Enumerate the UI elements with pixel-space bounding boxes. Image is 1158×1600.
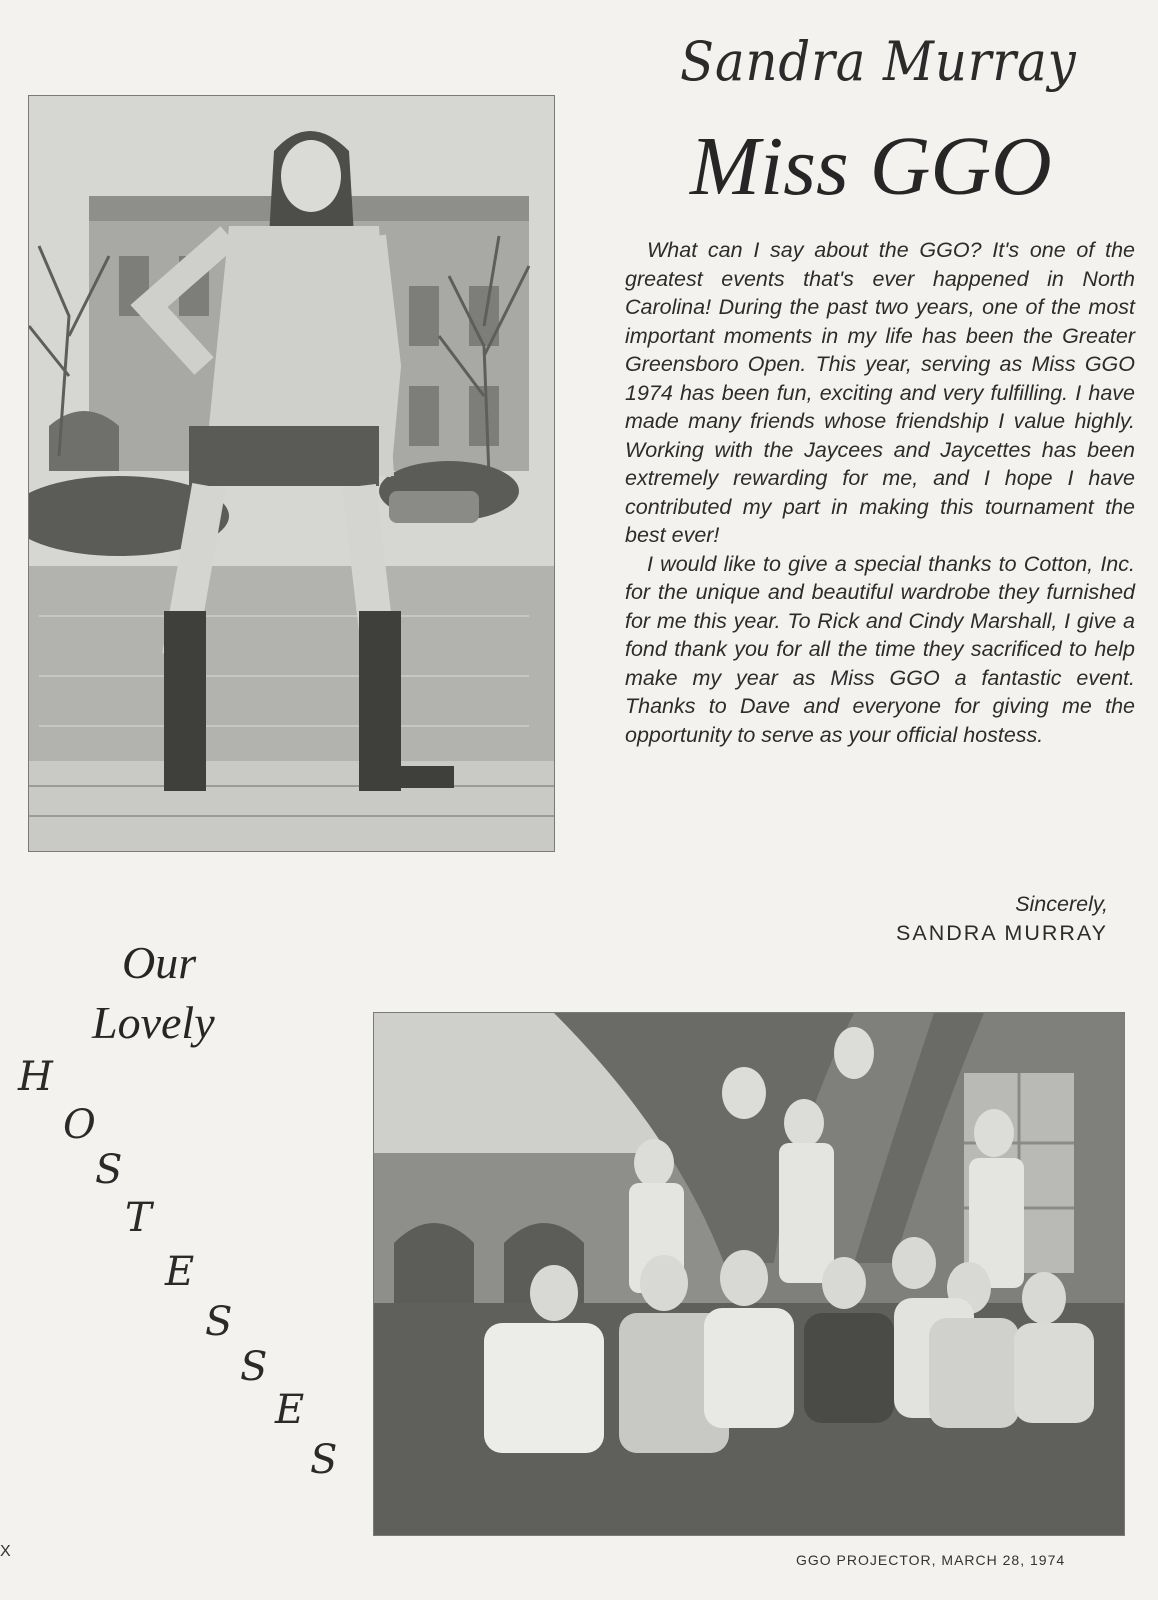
section-heading-our: Our [122,937,197,988]
hostesses-letter: S [310,1437,338,1483]
letter-body [625,236,1135,749]
hostess-name: Sandra Murray [680,30,1077,93]
hostesses-letter: H [18,1054,53,1100]
photo-miss-ggo [28,95,555,852]
hostesses-letter: T [125,1195,152,1241]
photo-hostesses-group [373,1012,1125,1536]
hostesses-letter: S [95,1147,123,1193]
signature: SANDRA MURRAY [896,921,1108,945]
hostesses-letter: E [275,1387,305,1433]
hostesses-letter: S [205,1299,233,1345]
section-heading-lovely: Lovely [92,997,215,1048]
hostesses-letter: E [165,1249,195,1295]
page-title: Miss GGO [690,120,1052,213]
page-folio: X [0,1543,11,1560]
letter-closing [896,890,1108,948]
letter-paragraph-2: I would like to give a special thanks to Cotton, Inc. for the unique and beautiful wardrobe they furnished for me this year. To Rick and Cindy Marshall, I give a fond thank you for all the time they sacrificed to help make my year as Miss GGO a fantastic event. Thanks to Dave and everyone for giving me the opportunity to serve as your official hostess. [625,551,1135,747]
publication-footer: GGO PROJECTOR, MARCH 28, 1974 [796,1552,1066,1568]
closing-salutation: Sincerely, [1015,892,1108,916]
hostesses-letter: S [240,1344,268,1390]
hostesses-letter: O [63,1102,96,1148]
letter-paragraph-1: What can I say about the GGO? It's one of the greatest events that's ever happened in North Carolina! During the past two years, one of the most important moments in my life has been the Greater Greensboro Open. This year, serving as Miss GGO 1974 has been fun, exciting and very fulfilling. I have made many friends whose friendship I value highly. Working with the Jaycees and Jaycettes has been extremely rewarding for me, and I hope I have contributed my part in making this tournament the best ever! [625,238,1135,547]
